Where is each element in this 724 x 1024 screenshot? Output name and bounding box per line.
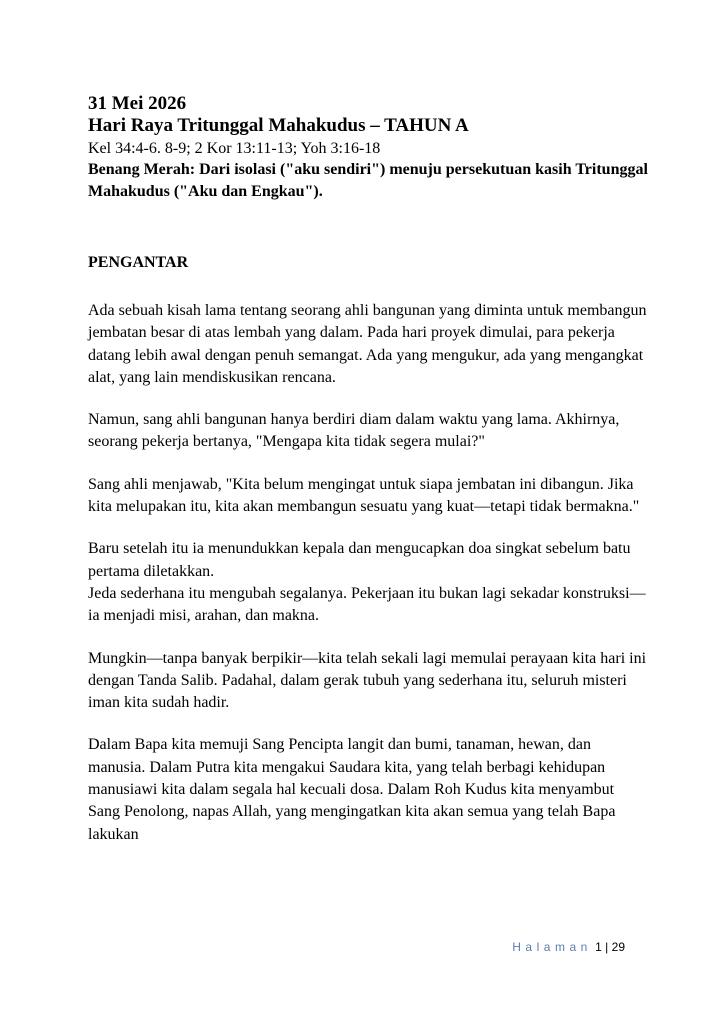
page-total: 29: [611, 940, 625, 954]
benang-merah-theme: Benang Merah: Dari isolasi ("aku sendiri") menuju persekutuan kasih Tritunggal Mahakudus ("Aku dan Engkau").: [88, 161, 648, 200]
paragraph: Baru setelah itu ia menundukkan kepala dan mengucapkan doa singkat sebelum batu pertama diletakkan.: [88, 540, 631, 580]
section-heading: PENGANTAR: [88, 254, 189, 271]
paragraph: Jeda sederhana itu mengubah segalanya. Pekerjaan itu bukan lagi sekadar konstruksi—ia menjadi misi, arahan, dan makna.: [88, 584, 646, 625]
document-date: 31 Mei 2026: [88, 93, 187, 114]
paragraph: Mungkin—tanpa banyak berpikir—kita telah sekali lagi memulai perayaan kita hari ini dengan Tanda Salib. Padahal, dalam gerak tubuh yang sederhana itu, seluruh misteri iman kita sudah hadir.: [88, 649, 647, 712]
page-content: [88, 93, 648, 846]
paragraph: Ada sebuah kisah lama tentang seorang ahli bangunan yang diminta untuk membangun jembatan besar di atas lembah yang dalam. Pada hari proyek dimulai, para pekerja datang lebih awal dengan penuh semangat. Ada yang mengukur, ada yang mengangkat alat, yang lain mendiskusikan rencana.: [88, 302, 647, 386]
page-label: Halaman: [512, 940, 592, 954]
page-number: 1: [595, 940, 602, 954]
scripture-readings: Kel 34:4-6. 8-9; 2 Kor 13:11-13; Yoh 3:16-18: [88, 140, 381, 157]
feast-title: Hari Raya Tritunggal Mahakudus – TAHUN A: [88, 115, 469, 136]
paragraph: Dalam Bapa kita memuji Sang Pencipta langit dan bumi, tanaman, hewan, dan manusia. Dalam Putra kita mengakui Saudara kita, yang telah berbagi kehidupan manusiawi kita dalam segala hal kecuali dosa. Dalam Roh Kudus kita menyambut Sang Penolong, napas Allah, yang mengingatkan kita akan semua yang telah Bapa lakukan: [88, 736, 616, 843]
page-footer: [465, 940, 625, 954]
paragraph: Namun, sang ahli bangunan hanya berdiri diam dalam waktu yang lama. Akhirnya, seorang pekerja bertanya, "Mengapa kita tidak segera mulai?": [88, 411, 620, 451]
page-separator: |: [605, 940, 609, 954]
paragraph: Sang ahli menjawab, "Kita belum mengingat untuk siapa jembatan ini dibangun. Jika kita melupakan itu, kita akan membangun sesuatu yang kuat—tetapi tidak bermakna.": [88, 475, 640, 516]
